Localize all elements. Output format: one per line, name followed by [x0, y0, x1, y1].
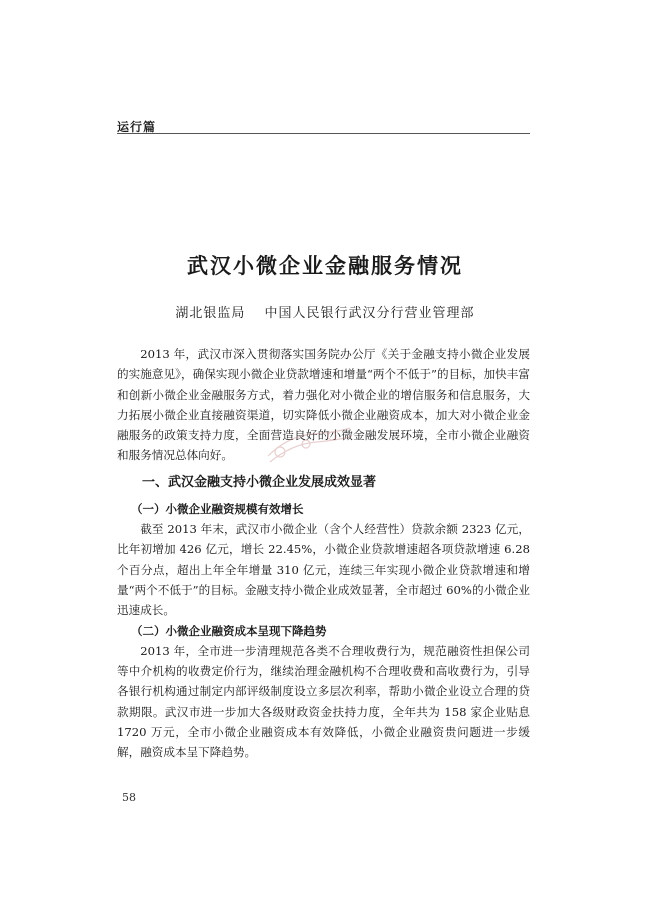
section-heading: 一、武汉金融支持小微企业发展成效显著 [142, 474, 377, 490]
article-title: 武汉小微企业金融服务情况 [187, 254, 463, 278]
intro-paragraph: 2013 年，武汉市深入贯彻落实国务院办公厅《关于金融支持小微企业发展的实施意见》，确保实现小微企业贷款增速和增量“两个不低于”的目标，加快丰富和创新小微企业金融服务方式，着力强化对小微企业的增信服务和信息服务，大力拓展小微企业直接融资渠道，切实降低小微企业融资成本，加大对小微企业金融服务的政策支持力度，全面营造良好的小微金融发展环境，全市小微企业融资和服务情况总体向好。 [117, 347, 530, 463]
section-tag: 运行篇 [117, 120, 157, 134]
article-authors: 湖北银监局 中国人民银行武汉分行营业管理部 [175, 306, 475, 321]
subsection-heading: （一）小微企业融资规模有效增长 [131, 501, 304, 516]
page-number: 58 [122, 791, 136, 804]
subsection-paragraph: 截至 2013 年末，武汉市小微企业（含个人经营性）贷款余额 2323 亿元，比年初增加 426 亿元，增长 22.45%，小微企业贷款增速超各项贷款增速 6.28 个百分点，超出上年全年增量 310 亿元，连续三年实现小微企业贷款增速和增量“两个不低于”的目标。金融支持小微企业成效显著，全市超过 60%的小微企业迅速成长。 [117, 522, 530, 618]
subsection-heading: （二）小微企业融资成本呈现下降趋势 [131, 623, 327, 638]
subsection-paragraph: 2013 年，全市进一步清理规范各类不合理收费行为，规范融资性担保公司等中介机构的收费定价行为，继续治理金融机构不合理收费和高收费行为，引导各银行机构通过制定内部评级制度设立多层次利率，帮助小微企业设立合理的贷款期限。武汉市进一步加大各级财政资金扶持力度，全年共为 158 家企业贴息 1720 万元，全市小微企业融资成本有效降低，小微企业融资贵问题进一步缓解，融资成本呈下降趋势。 [117, 643, 530, 760]
watermark-stamp-icon [258, 416, 358, 476]
header-rule [117, 133, 530, 134]
article-body [117, 344, 530, 763]
